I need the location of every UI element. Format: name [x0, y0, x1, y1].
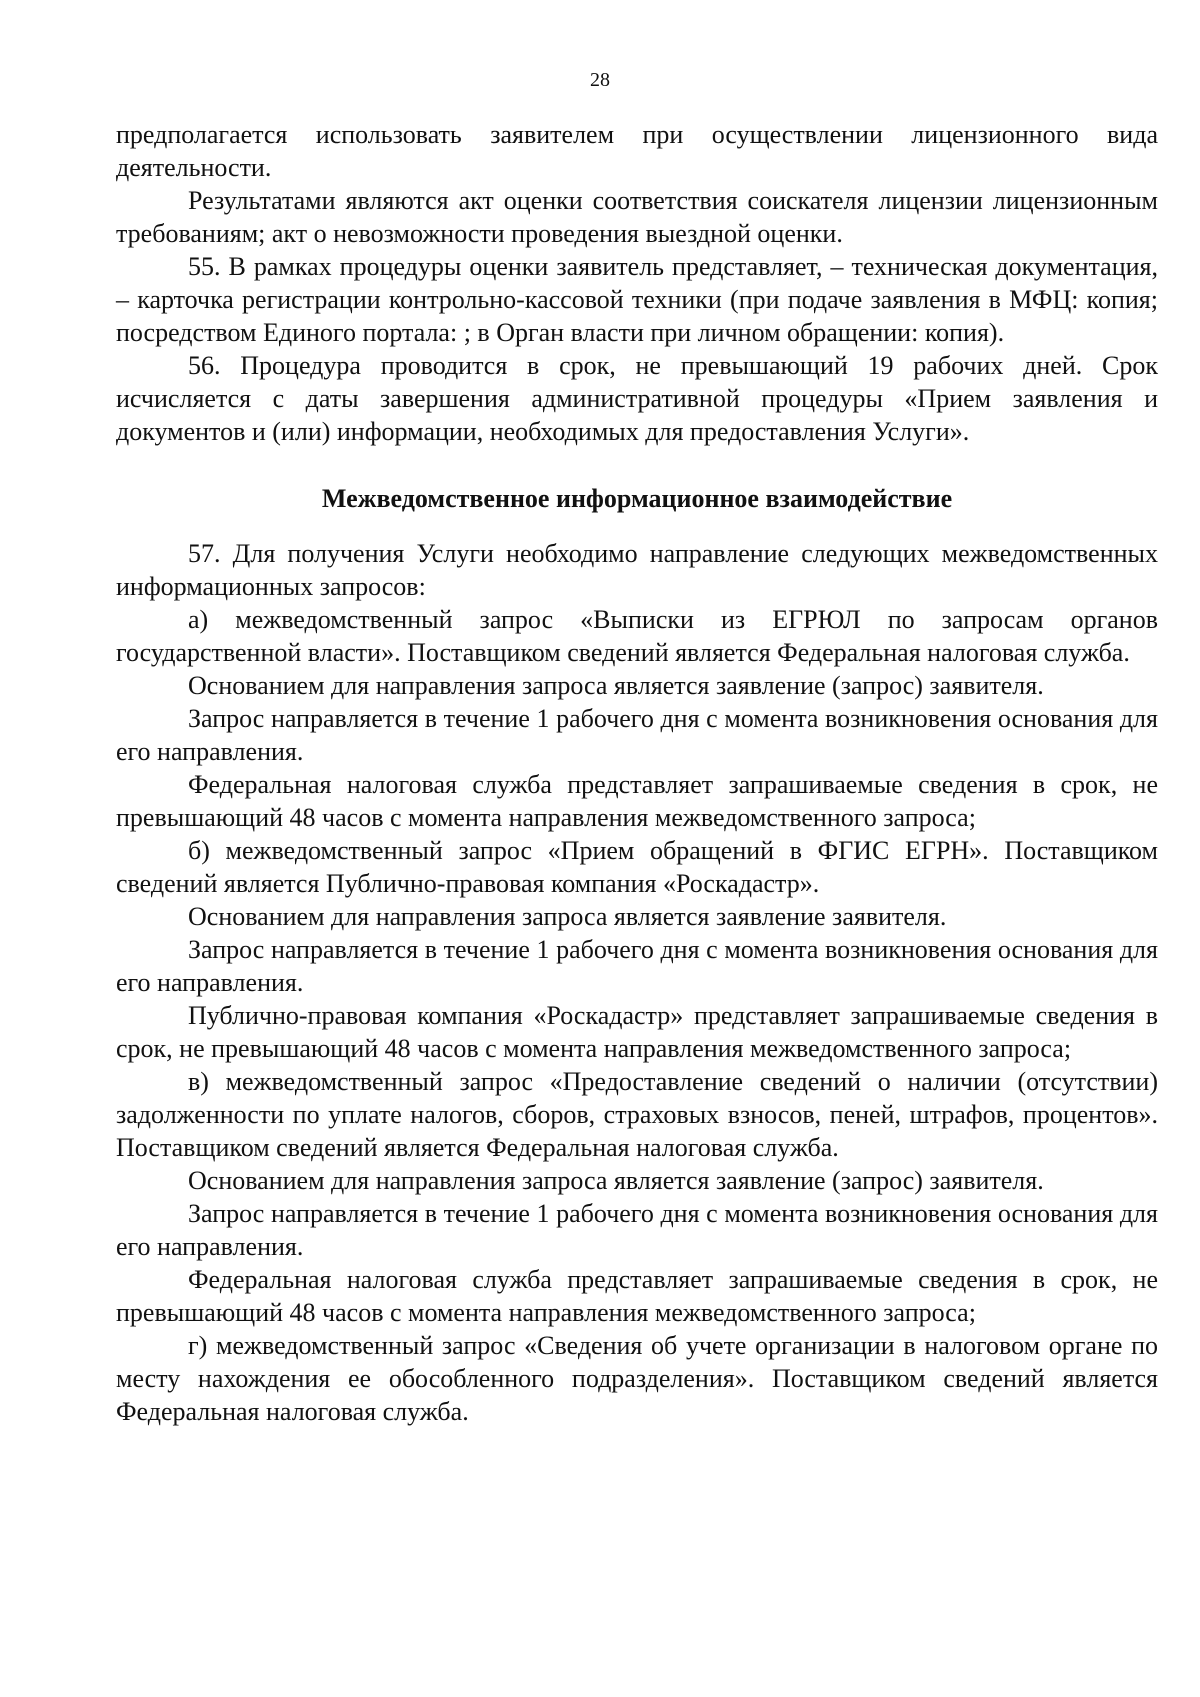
paragraph-subitem-b: б) межведомственный запрос «Прием обращений в ФГИС ЕГРН». Поставщиком сведений является Публично-правовая компания «Роскадастр».: [116, 836, 1158, 898]
paragraph: предполагается использовать заявителем при осуществлении лицензионного вида деятельности.: [116, 120, 1158, 182]
paragraph-item-57: 57. Для получения Услуги необходимо направление следующих межведомственных информационных запросов:: [116, 539, 1158, 601]
section-heading: Межведомственное информационное взаимодействие: [321, 484, 953, 513]
paragraph-subitem-a: а) межведомственный запрос «Выписки из ЕГРЮЛ по запросам органов государственной власти». Поставщиком сведений является Федеральная налоговая служба.: [116, 605, 1158, 667]
paragraph: Федеральная налоговая служба представляет запрашиваемые сведения в срок, не превышающий 48 часов с момента направления межведомственного запроса;: [116, 770, 1158, 832]
paragraph-subitem-g: г) межведомственный запрос «Сведения об учете организации в налоговом органе по месту нахождения ее обособленного подразделения». Поставщиком сведений является Федеральная налоговая служба.: [116, 1331, 1158, 1426]
paragraph: Запрос направляется в течение 1 рабочего дня с момента возникновения основания для его направления.: [116, 935, 1158, 997]
paragraph-item-56: 56. Процедура проводится в срок, не превышающий 19 рабочих дней. Срок исчисляется с даты завершения административной процедуры «Прием заявления и документов и (или) информации, необходимых для предоставления Услуги».: [116, 351, 1158, 446]
paragraph: Результатами являются акт оценки соответствия соискателя лицензии лицензионным требованиям; акт о невозможности проведения выездной оценки.: [116, 186, 1158, 248]
paragraph-subitem-v: в) межведомственный запрос «Предоставление сведений о наличии (отсутствии) задолженности по уплате налогов, сборов, страховых взносов, пеней, штрафов, процентов». Поставщиком сведений является Федеральная налоговая служба.: [116, 1067, 1158, 1162]
paragraph: Основанием для направления запроса является заявление заявителя.: [188, 902, 947, 931]
paragraph: Запрос направляется в течение 1 рабочего дня с момента возникновения основания для его направления.: [116, 704, 1158, 766]
paragraph: Федеральная налоговая служба представляет запрашиваемые сведения в срок, не превышающий 48 часов с момента направления межведомственного запроса;: [116, 1265, 1158, 1327]
paragraph-item-55: 55. В рамках процедуры оценки заявитель представляет, – техническая документация, – карточка регистрации контрольно-кассовой техники (при подаче заявления в МФЦ: копия; посредством Единого портала: ; в Орган власти при личном обращении: копия).: [116, 252, 1158, 347]
document-body: [116, 118, 1158, 1428]
paragraph: Запрос направляется в течение 1 рабочего дня с момента возникновения основания для его направления.: [116, 1199, 1158, 1261]
page-number: 28: [590, 69, 610, 91]
paragraph: Основанием для направления запроса является заявление (запрос) заявителя.: [188, 1166, 1044, 1195]
paragraph: Основанием для направления запроса является заявление (запрос) заявителя.: [188, 671, 1044, 700]
paragraph: Публично-правовая компания «Роскадастр» представляет запрашиваемые сведения в срок, не превышающий 48 часов с момента направления межведомственного запроса;: [116, 1001, 1158, 1063]
